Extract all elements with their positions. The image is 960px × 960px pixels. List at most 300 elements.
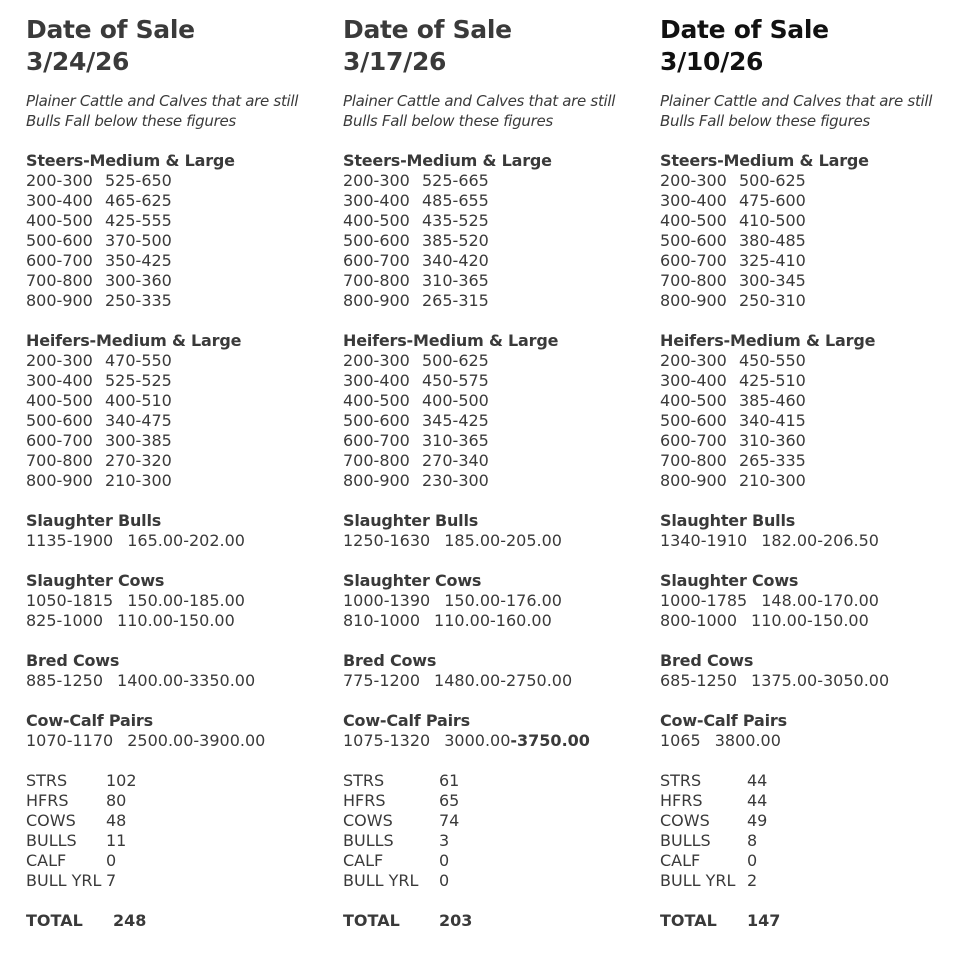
price-rows [26,171,326,311]
weight-range: 300-400 [26,191,93,210]
price-row [26,171,326,191]
price-row [26,251,326,271]
price-range: 470-550 [105,351,172,370]
section-title: Slaughter Cows [343,571,482,590]
weight-range: 800-900 [660,291,727,310]
price-range: 1375.00-3050.00 [751,671,890,690]
count-row [26,791,326,811]
price-rows [343,531,643,551]
total-label: TOTAL [660,911,717,930]
price-range: 325-410 [739,251,806,270]
price-range: 450-550 [739,351,806,370]
weight-range: 800-900 [660,471,727,490]
price-rows [343,591,643,631]
price-row [343,391,643,411]
weight-range: 800-1000 [660,611,738,630]
price-range: 270-340 [422,451,489,470]
price-range: 310-365 [422,271,489,290]
price-row [343,351,643,371]
weight-range: 300-400 [343,371,410,390]
count-row [343,811,643,831]
slaughter-cows-section [26,571,326,631]
note-line-2: Bulls Fall below these figures [343,112,553,130]
weight-range: 685-1250 [660,671,738,690]
price-row [26,231,326,251]
price-row [343,271,643,291]
sale-column-2 [343,14,643,931]
price-range [444,731,590,751]
date-of-sale-label: Date of Sale [343,15,512,44]
count-value: 44 [747,791,768,810]
weight-range: 700-800 [26,451,93,470]
price-range: 1480.00-2750.00 [434,671,573,690]
head-counts [26,771,326,891]
count-row [343,871,643,891]
price-range: 265-335 [739,451,806,470]
price-range: 270-320 [105,451,172,470]
price-row [26,211,326,231]
section-title: Bred Cows [343,651,437,670]
price-range: 340-415 [739,411,806,430]
weight-range: 400-500 [660,391,727,410]
weight-range: 200-300 [343,171,410,190]
count-value: 44 [747,771,768,790]
count-value: 80 [106,791,127,810]
weight-range: 500-600 [26,231,93,250]
heifers-section [26,331,326,491]
price-range: 385-520 [422,231,489,250]
count-row [26,831,326,851]
price-row [343,171,643,191]
count-value: 48 [106,811,127,830]
total-value: 248 [113,911,147,930]
count-label: HFRS [343,791,386,810]
count-label: CALF [26,851,67,870]
weight-range: 300-400 [343,191,410,210]
price-rows [660,531,960,551]
weight-range: 800-900 [26,291,93,310]
section-title: Cow-Calf Pairs [660,711,787,730]
price-range-regular: 3000.00 [444,731,511,750]
section-title: Heifers-Medium & Large [343,331,559,350]
weight-range: 700-800 [26,271,93,290]
price-range-regular: 2500.00-3900.00 [127,731,266,750]
weight-range: 1000-1390 [343,591,431,610]
price-range: 485-655 [422,191,489,210]
count-value: 8 [747,831,758,850]
price-row [660,191,960,211]
section-title: Slaughter Cows [26,571,165,590]
price-row [26,351,326,371]
weight-range: 600-700 [660,431,727,450]
count-value: 49 [747,811,768,830]
price-range-regular: 3800.00 [714,731,781,750]
price-rows [343,671,643,691]
steers-section [660,151,960,311]
count-label: BULL YRL [26,871,102,890]
price-rows [343,351,643,491]
price-row [660,251,960,271]
section-title: Bred Cows [660,651,754,670]
total-label: TOTAL [343,911,400,930]
count-row [343,791,643,811]
price-range [127,731,265,751]
price-range-bold: -3750.00 [510,731,590,750]
price-row [343,191,643,211]
weight-range: 1070-1170 [26,731,114,750]
count-label: HFRS [660,791,703,810]
price-row [660,611,960,631]
price-range: 385-460 [739,391,806,410]
weight-range: 600-700 [26,431,93,450]
price-row [343,371,643,391]
count-row [26,851,326,871]
price-row [660,391,960,411]
weight-range: 600-700 [26,251,93,270]
price-range: 182.00-206.50 [761,531,879,550]
slaughter-bulls-section [660,511,960,551]
cow-calf-pairs-section [660,711,960,751]
count-row [660,811,960,831]
weight-range: 1135-1900 [26,531,114,550]
price-rows [660,351,960,491]
price-range: 165.00-202.00 [127,531,245,550]
price-range: 370-500 [105,231,172,250]
weight-range: 300-400 [26,371,93,390]
weight-range: 500-600 [660,231,727,250]
price-rows [660,591,960,631]
weight-range: 810-1000 [343,611,421,630]
steers-section [343,151,643,311]
count-label: STRS [343,771,385,790]
price-row [660,451,960,471]
price-row [343,591,643,611]
slaughter-bulls-section [343,511,643,551]
section-title: Steers-Medium & Large [660,151,869,170]
count-value: 0 [439,851,450,870]
price-range: 380-485 [739,231,806,250]
weight-range: 600-700 [343,431,410,450]
total-value: 203 [439,911,473,930]
price-row [660,471,960,491]
weight-range: 1065 [660,731,701,750]
count-value: 3 [439,831,450,850]
price-row [26,431,326,451]
price-range: 148.00-170.00 [761,591,879,610]
price-range: 300-345 [739,271,806,290]
price-range: 210-300 [739,471,806,490]
count-value: 0 [747,851,758,870]
weight-range: 200-300 [343,351,410,370]
section-title: Cow-Calf Pairs [26,711,153,730]
count-row [343,851,643,871]
total-value: 147 [747,911,781,930]
price-row [343,211,643,231]
price-row [343,611,643,631]
price-rows [26,531,326,551]
weight-range: 1075-1320 [343,731,431,750]
note [26,91,326,131]
price-row [26,671,326,691]
weight-range: 775-1200 [343,671,421,690]
price-range: 475-600 [739,191,806,210]
weight-range: 700-800 [343,271,410,290]
weight-range: 700-800 [660,451,727,470]
price-row [343,251,643,271]
weight-range: 800-900 [343,291,410,310]
count-value: 0 [439,871,450,890]
price-row [26,731,326,751]
count-row [343,771,643,791]
count-row [660,831,960,851]
count-row [660,771,960,791]
price-row [343,471,643,491]
price-row [26,371,326,391]
weight-range: 300-400 [660,371,727,390]
price-range: 230-300 [422,471,489,490]
price-row [660,351,960,371]
date-of-sale-label: Date of Sale [26,15,195,44]
count-value: 102 [106,771,137,790]
total-row [343,911,643,931]
price-range: 265-315 [422,291,489,310]
price-range: 185.00-205.00 [444,531,562,550]
bred-cows-section [660,651,960,691]
weight-range: 600-700 [343,251,410,270]
weight-range: 400-500 [26,211,93,230]
note [660,91,960,131]
weight-range: 825-1000 [26,611,104,630]
price-row [26,271,326,291]
price-rows [26,591,326,631]
sale-column-3 [660,14,960,931]
section-title: Slaughter Bulls [26,511,162,530]
price-range: 150.00-185.00 [127,591,245,610]
slaughter-cows-section [343,571,643,631]
price-range: 300-385 [105,431,172,450]
price-range: 345-425 [422,411,489,430]
count-value: 7 [106,871,117,890]
price-row [26,471,326,491]
count-value: 11 [106,831,127,850]
note-line-1: Plainer Cattle and Calves that are still [343,92,616,110]
price-row [343,411,643,431]
cow-calf-pairs-section [26,711,326,751]
weight-range: 700-800 [660,271,727,290]
count-row [26,771,326,791]
price-range: 340-475 [105,411,172,430]
price-rows [343,171,643,311]
weight-range: 600-700 [660,251,727,270]
price-rows [660,671,960,691]
slaughter-cows-section [660,571,960,631]
count-label: BULLS [660,831,711,850]
cow-calf-pairs-section [343,711,643,751]
weight-range: 885-1250 [26,671,104,690]
price-rows [660,171,960,311]
date-of-sale-label: Date of Sale [660,15,829,44]
note-line-2: Bulls Fall below these figures [660,112,870,130]
bred-cows-section [26,651,326,691]
weight-range: 200-300 [26,351,93,370]
price-row [26,611,326,631]
steers-section [26,151,326,311]
weight-range: 200-300 [660,171,727,190]
price-row [660,591,960,611]
weight-range: 200-300 [26,171,93,190]
date-of-sale-value: 3/17/26 [343,47,447,76]
price-range: 110.00-150.00 [751,611,869,630]
price-row [26,531,326,551]
price-range: 300-360 [105,271,172,290]
count-label: COWS [343,811,393,830]
weight-range: 1050-1815 [26,591,114,610]
price-range: 310-365 [422,431,489,450]
note-line-1: Plainer Cattle and Calves that are still [26,92,299,110]
weight-range: 400-500 [660,211,727,230]
count-label: STRS [26,771,68,790]
price-row [343,451,643,471]
count-label: CALF [343,851,384,870]
price-row [26,591,326,611]
price-range: 410-500 [739,211,806,230]
sale-column-1 [26,14,326,931]
heifers-section [343,331,643,491]
price-range: 400-510 [105,391,172,410]
price-row [660,211,960,231]
section-title: Heifers-Medium & Large [660,331,876,350]
price-range: 525-665 [422,171,489,190]
section-title: Cow-Calf Pairs [343,711,470,730]
count-label: BULL YRL [660,871,736,890]
count-row [343,831,643,851]
count-label: STRS [660,771,702,790]
price-rows [26,351,326,491]
count-value: 74 [439,811,460,830]
total-label: TOTAL [26,911,83,930]
weight-range: 800-900 [26,471,93,490]
section-title: Slaughter Bulls [660,511,796,530]
price-range: 150.00-176.00 [444,591,562,610]
weight-range: 700-800 [343,451,410,470]
price-row [660,371,960,391]
total-row [26,911,326,931]
price-range: 350-425 [105,251,172,270]
count-value: 61 [439,771,460,790]
price-row [343,531,643,551]
price-row [343,731,643,751]
section-title: Slaughter Bulls [343,511,479,530]
price-row [660,431,960,451]
price-range: 500-625 [739,171,806,190]
price-range: 525-650 [105,171,172,190]
weight-range: 500-600 [343,411,410,430]
price-range [715,731,781,751]
price-range: 450-575 [422,371,489,390]
price-row [343,431,643,451]
price-range: 465-625 [105,191,172,210]
price-row [26,291,326,311]
weight-range: 400-500 [26,391,93,410]
head-counts [660,771,960,891]
weight-range: 400-500 [343,211,410,230]
count-row [660,791,960,811]
price-range: 310-360 [739,431,806,450]
count-label: BULLS [343,831,394,850]
heifers-section [660,331,960,491]
price-row [660,271,960,291]
price-row [26,191,326,211]
price-range: 1400.00-3350.00 [117,671,256,690]
count-value: 0 [106,851,117,870]
weight-range: 500-600 [660,411,727,430]
note [343,91,643,131]
price-range: 340-420 [422,251,489,270]
price-row [26,451,326,471]
weight-range: 1000-1785 [660,591,748,610]
weight-range: 400-500 [343,391,410,410]
note-line-1: Plainer Cattle and Calves that are still [660,92,933,110]
section-title: Steers-Medium & Large [26,151,235,170]
price-range: 525-525 [105,371,172,390]
weight-range: 1340-1910 [660,531,748,550]
price-row [343,671,643,691]
count-row [660,871,960,891]
weight-range: 500-600 [343,231,410,250]
count-label: COWS [660,811,710,830]
bred-cows-section [343,651,643,691]
price-row [343,231,643,251]
price-row [660,171,960,191]
price-row [660,671,960,691]
price-range: 110.00-150.00 [117,611,235,630]
head-counts [343,771,643,891]
count-label: BULL YRL [343,871,419,890]
price-range: 250-310 [739,291,806,310]
count-value: 2 [747,871,758,890]
price-row [660,231,960,251]
price-range: 400-500 [422,391,489,410]
total-row [660,911,960,931]
slaughter-bulls-section [26,511,326,551]
price-range: 500-625 [422,351,489,370]
section-title: Steers-Medium & Large [343,151,552,170]
date-of-sale-value: 3/10/26 [660,47,764,76]
weight-range: 200-300 [660,351,727,370]
count-row [26,811,326,831]
price-row [660,531,960,551]
price-row [26,391,326,411]
count-row [660,851,960,871]
weight-range: 300-400 [660,191,727,210]
price-row [660,291,960,311]
count-row [26,871,326,891]
count-label: CALF [660,851,701,870]
price-row [660,411,960,431]
price-rows [26,671,326,691]
weight-range: 500-600 [26,411,93,430]
price-range: 425-555 [105,211,172,230]
price-range: 435-525 [422,211,489,230]
section-title: Slaughter Cows [660,571,799,590]
price-range: 110.00-160.00 [434,611,552,630]
price-range: 425-510 [739,371,806,390]
date-of-sale-value: 3/24/26 [26,47,130,76]
price-row [660,731,960,751]
count-value: 65 [439,791,460,810]
price-row [343,291,643,311]
count-label: BULLS [26,831,77,850]
